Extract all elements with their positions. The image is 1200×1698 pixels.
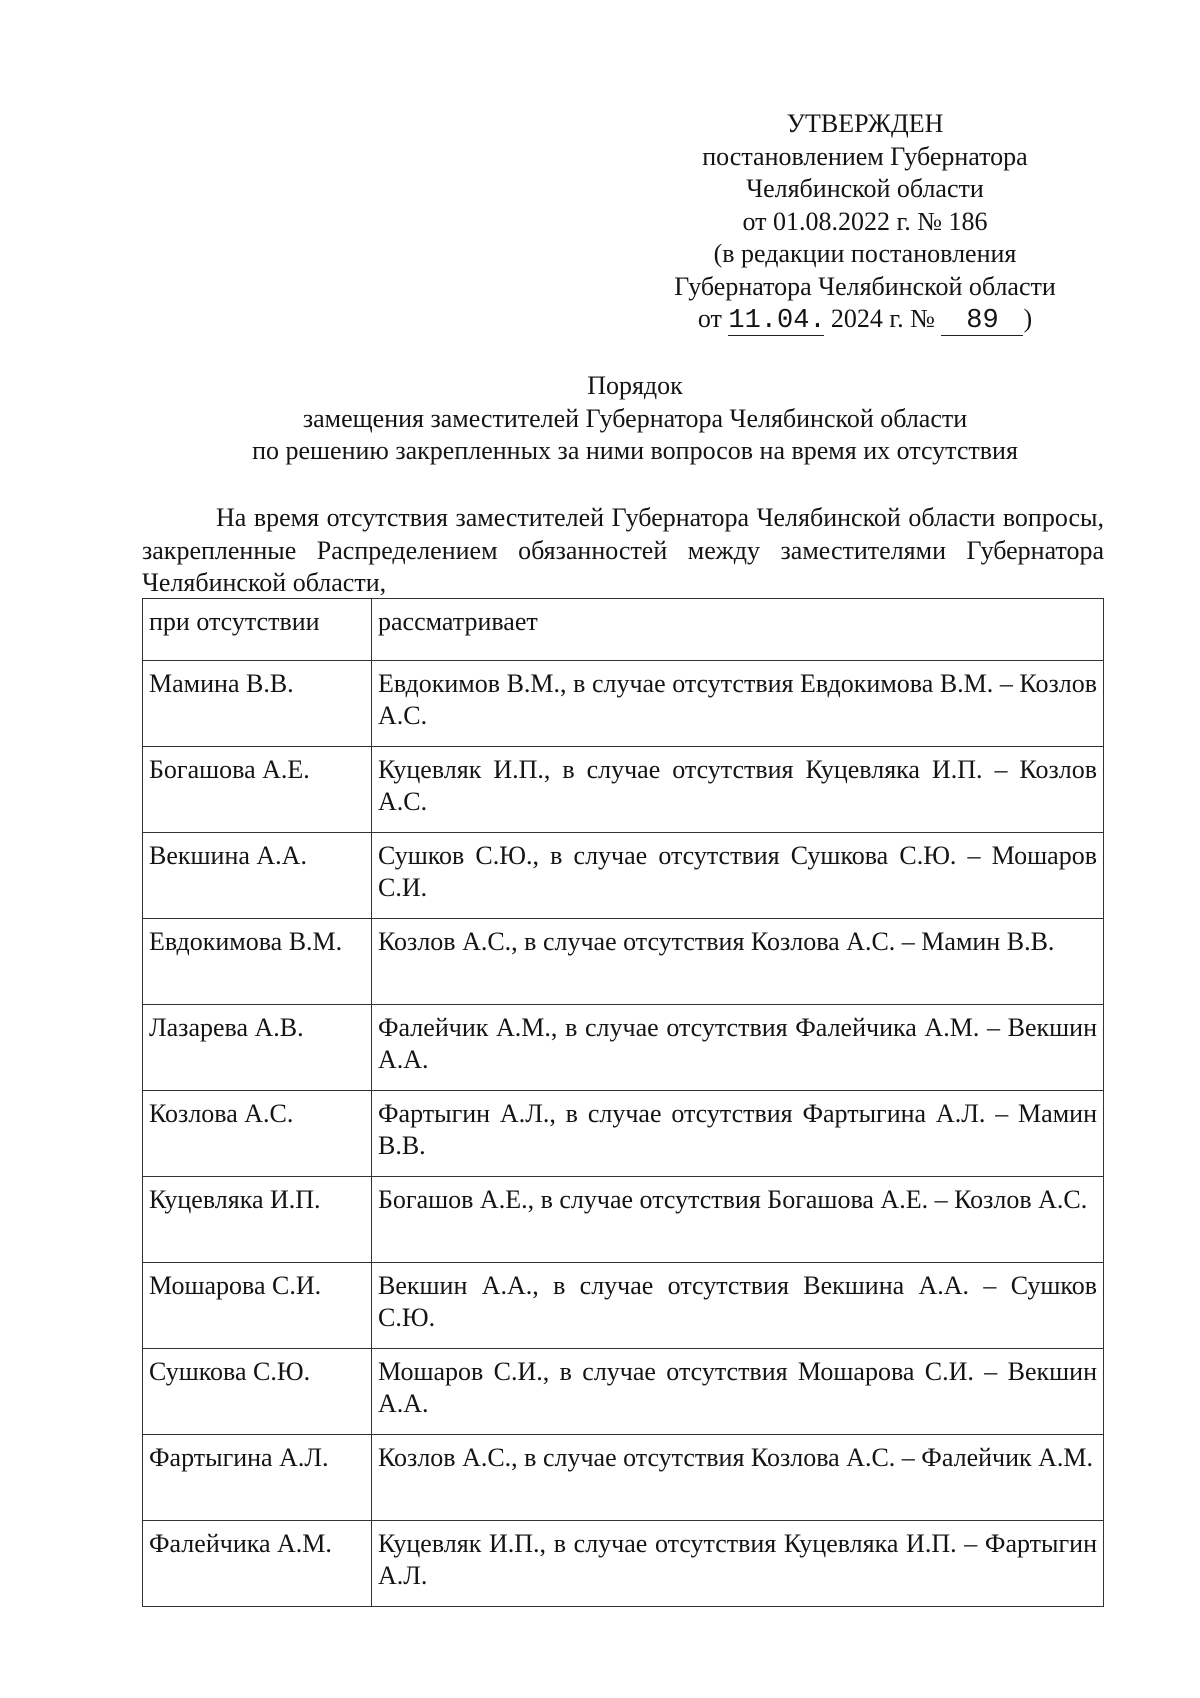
approval-heading: УТВЕРЖДЕН bbox=[786, 109, 944, 138]
intro-paragraph: На время отсутствия заместителей Губернатора Челябинской области вопросы, закрепленные Распределением обязанностей между заместителями Губернатора Челябинской области, bbox=[142, 503, 1104, 597]
table-row bbox=[143, 919, 1104, 1005]
substitute-cell: Евдокимов В.М., в случае отсутствия Евдокимова В.М. – Козлов А.С. bbox=[372, 661, 1104, 747]
table-row bbox=[143, 1521, 1104, 1607]
substitute-cell: Куцевляк И.П., в случае отсутствия Куцевляка И.П. – Фартыгин А.Л. bbox=[372, 1521, 1104, 1607]
document-title bbox=[140, 370, 1130, 468]
table-row bbox=[143, 1177, 1104, 1263]
table-row bbox=[143, 661, 1104, 747]
substitute-cell: Векшин А.А., в случае отсутствия Векшина А.А. – Сушков С.Ю. bbox=[372, 1263, 1104, 1349]
substitute-cell: Сушков С.Ю., в случае отсутствия Сушкова С.Ю. – Мошаров С.И. bbox=[372, 833, 1104, 919]
edition-year: 2024 г. № bbox=[830, 304, 935, 333]
substitute-cell: Козлов А.С., в случае отсутствия Козлова А.С. – Фалейчик А.М. bbox=[372, 1435, 1104, 1521]
edition-reference bbox=[640, 303, 1090, 336]
table-row bbox=[143, 1263, 1104, 1349]
table-row bbox=[143, 833, 1104, 919]
approval-line: Челябинской области bbox=[746, 174, 984, 203]
absent-official-cell: Козлова А.С. bbox=[143, 1091, 372, 1177]
absent-official-cell: Куцевляка И.П. bbox=[143, 1177, 372, 1263]
substitute-cell: Фартыгин А.Л., в случае отсутствия Фартыгина А.Л. – Мамин В.В. bbox=[372, 1091, 1104, 1177]
table-row bbox=[143, 1091, 1104, 1177]
table-row bbox=[143, 747, 1104, 833]
table-row bbox=[143, 1005, 1104, 1091]
edition-number-field: 89 bbox=[941, 307, 1023, 336]
absent-official-cell: Мошарова С.И. bbox=[143, 1263, 372, 1349]
approval-line: постановлением Губернатора bbox=[702, 141, 1028, 171]
absent-official-cell: Богашова А.Е. bbox=[143, 747, 372, 833]
edition-date-field: 11.04. bbox=[728, 306, 826, 336]
table-row bbox=[143, 1349, 1104, 1435]
approval-line: (в редакции постановления bbox=[713, 239, 1017, 268]
title-line: Порядок bbox=[587, 371, 683, 400]
absent-official-cell: Лазарева А.В. bbox=[143, 1005, 372, 1091]
substitute-cell: Козлов А.С., в случае отсутствия Козлова А.С. – Мамин В.В. bbox=[372, 919, 1104, 1005]
absent-official-cell: Фартыгина А.Л. bbox=[143, 1435, 372, 1521]
approval-line: Губернатора Челябинской области bbox=[674, 271, 1056, 301]
substitute-cell: Богашов А.Е., в случае отсутствия Богашова А.Е. – Козлов А.С. bbox=[372, 1177, 1104, 1263]
title-line: по решению закрепленных за ними вопросов на время их отсутствия bbox=[252, 436, 1018, 465]
edition-prefix: от bbox=[697, 304, 722, 333]
absent-official-cell: Векшина А.А. bbox=[143, 833, 372, 919]
edition-close-paren: ) bbox=[1023, 304, 1033, 333]
absent-official-cell: Евдокимова В.М. bbox=[143, 919, 372, 1005]
absent-official-cell: Фалейчика А.М. bbox=[143, 1521, 372, 1607]
substitute-cell: Фалейчик А.М., в случае отсутствия Фалейчика А.М. – Векшин А.А. bbox=[372, 1005, 1104, 1091]
approval-decree-reference: от 01.08.2022 г. № 186 bbox=[742, 206, 988, 236]
substitute-cell: Куцевляк И.П., в случае отсутствия Куцевляка И.П. – Козлов А.С. bbox=[372, 747, 1104, 833]
approval-stamp-block bbox=[640, 108, 1090, 336]
substitute-cell: Мошаров С.И., в случае отсутствия Мошарова С.И. – Векшин А.А. bbox=[372, 1349, 1104, 1435]
absent-official-cell: Мамина В.В. bbox=[143, 661, 372, 747]
header-absent: при отсутствии bbox=[143, 599, 372, 661]
header-reviewer: рассматривает bbox=[372, 599, 1104, 661]
table-row bbox=[143, 1435, 1104, 1521]
substitution-table bbox=[142, 598, 1104, 1607]
title-line: замещения заместителей Губернатора Челябинской области bbox=[302, 403, 968, 433]
absent-official-cell: Сушкова С.Ю. bbox=[143, 1349, 372, 1435]
table-header-row bbox=[143, 599, 1104, 661]
